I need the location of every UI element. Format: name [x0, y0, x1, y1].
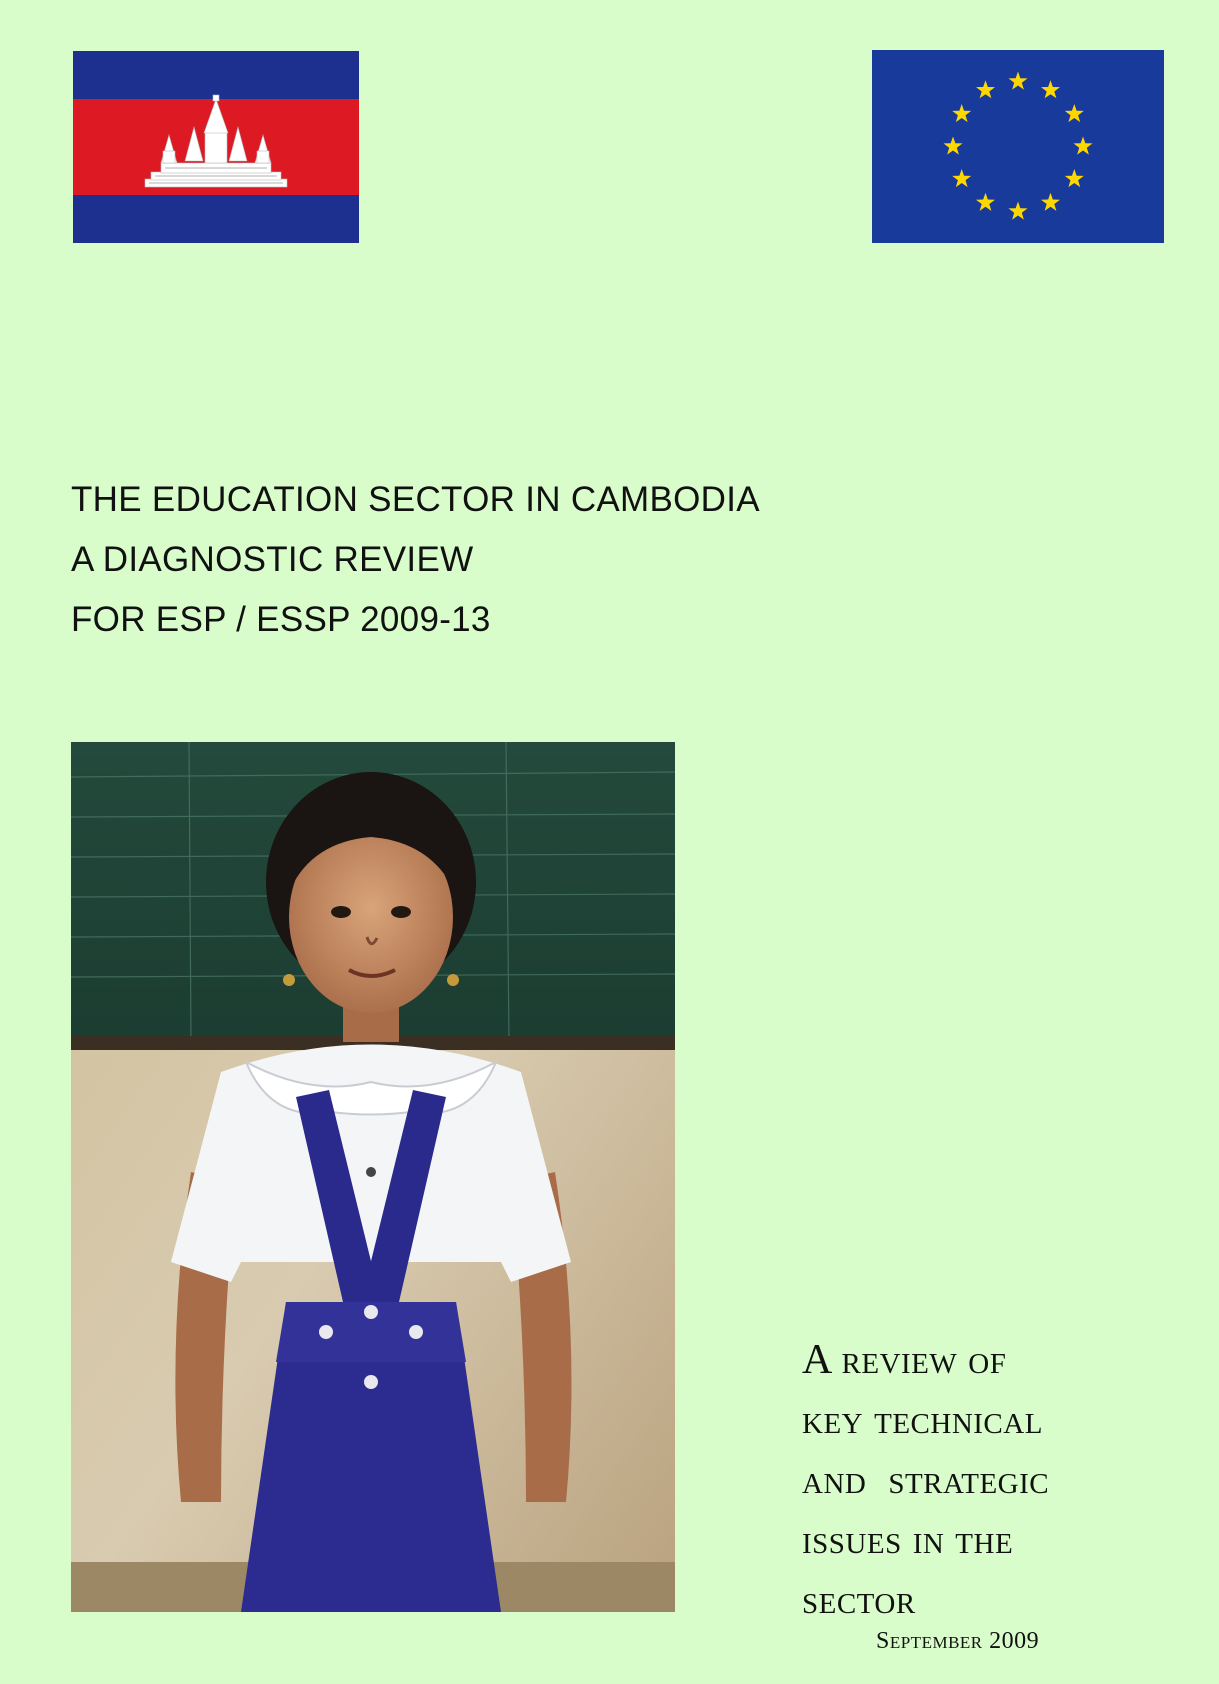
cambodia-flag	[73, 51, 359, 243]
subtitle-line: and strategic	[802, 1457, 1050, 1503]
title-line: FOR ESP / ESSP 2009-13	[71, 600, 491, 639]
report-title	[71, 470, 760, 650]
subtitle-line: key technical	[802, 1397, 1043, 1443]
title-line: THE EDUCATION SECTOR IN CAMBODIA	[71, 480, 760, 519]
subtitle-line: issues in the	[802, 1517, 1014, 1563]
subtitle-line: sector	[802, 1577, 916, 1623]
cover-photo	[71, 742, 675, 1612]
european-union-flag	[872, 50, 1164, 243]
title-line: A DIAGNOSTIC REVIEW	[71, 540, 474, 579]
publication-date: September 2009	[876, 1628, 1040, 1654]
report-subtitle	[802, 1330, 1049, 1630]
subtitle-line: A review of	[802, 1337, 1007, 1383]
